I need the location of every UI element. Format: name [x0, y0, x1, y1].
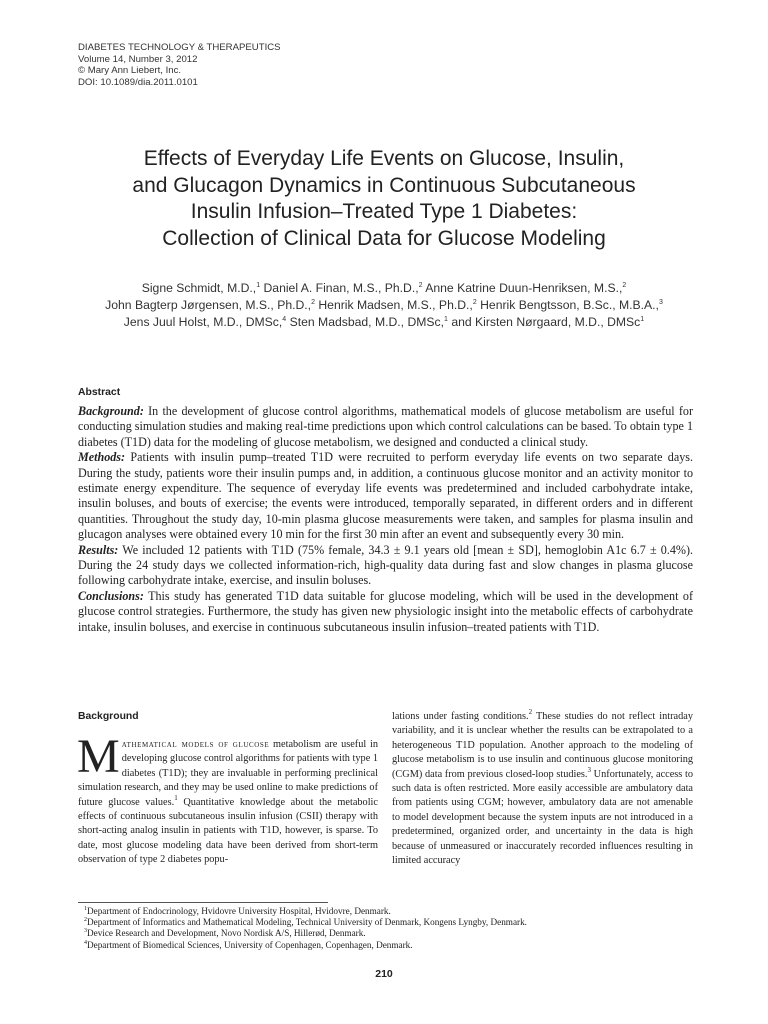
footnotes: [84, 906, 527, 951]
footnote-marker: 1: [84, 906, 87, 912]
author-line: [0, 297, 768, 314]
abstract-results-text: We included 12 patients with T1D (75% female, 34.3 ± 9.1 years old [mean ± SD], hemoglobin A1c 6.7 ± 0.4%). During the 24 study days we collected information-rich, high-quality data during fast and slow changes in plasma glucose following carbohydrate intake, exercise, and insulin boluses.: [78, 542, 693, 588]
author-name: Henrik Bengtsson, B.Sc., M.B.A.,: [480, 298, 659, 312]
abstract-results-label: Results:: [78, 542, 119, 557]
author-name: Jens Juul Holst, M.D., DMSc,: [123, 315, 283, 329]
author-line: [0, 314, 768, 331]
affiliation-marker: 1: [256, 282, 261, 289]
author-line: [0, 280, 768, 297]
affiliation-marker: 1: [640, 316, 645, 323]
reference-marker[interactable]: 3: [587, 765, 592, 774]
journal-header: [78, 42, 281, 88]
abstract-body: [78, 404, 693, 635]
journal-name: DIABETES TECHNOLOGY & THERAPEUTICS: [78, 42, 281, 53]
affiliation-marker: 2: [311, 299, 315, 306]
author-name: Signe Schmidt, M.D.,: [141, 281, 257, 295]
body-text: Quantitative knowledge about the metabolic effects of continuous subcutaneous insulin infusion (CSII) therapy with short-acting analog insulin in patients with T1D, however, is sparse. To date, most glucose modeling data have been derived from short-term observation of type 2 diabetes popu-: [78, 796, 378, 866]
author-name: Daniel A. Finan, M.S., Ph.D.,: [263, 281, 419, 295]
abstract-conclusions: [78, 589, 693, 635]
abstract-background-text: In the development of glucose control algorithms, mathematical models of glucose metabolism are useful for conducting simulation studies and making real-time predictions upon which control calculations can be based. To obtain type 1 diabetes (T1D) data for the modeling of glucose metabolism, we designed and conducted a clinical study.: [78, 404, 693, 449]
footnote: [84, 928, 527, 939]
body-text: These studies do not reflect intraday variability, and it is unclear whether the results can be extrapolated to a heterogeneous T1D population. Another approach to the modeling of glucose metabolism is to use insulin and continuous glucose monitoring (CGM) data from previous closed-loop studies.: [392, 711, 693, 780]
body-column-right: [392, 710, 693, 868]
reference-marker[interactable]: 2: [528, 708, 533, 716]
affiliation-marker: 2: [418, 282, 423, 289]
footnote-marker: 2: [84, 917, 87, 924]
body-column-left: [77, 730, 378, 868]
affiliation-marker: 1: [444, 316, 448, 323]
article-title: [0, 146, 768, 252]
affiliation-marker: 4: [282, 316, 287, 323]
footnote-text: Department of Informatics and Mathematical Modeling, Technical University of Denmark, Kongens Lyngby, Denmark.: [87, 917, 527, 928]
abstract-methods: [78, 450, 693, 542]
footnote-text: Department of Endocrinology, Hvidovre University Hospital, Hvidovre, Denmark.: [87, 906, 391, 916]
abstract-results: [78, 543, 693, 589]
abstract-methods-text: Patients with insulin pump–treated T1D were recruited to perform everyday life events on two separate days. During the study, patients wore their insulin pumps and, in addition, a continuous glucose monitor and an activity monitor to estimate energy expenditure. The sequence of everyday life events was predetermined and included carbohydrate intake, insulin boluses, and bouts of exercise; the events were introduced, temporally separated, in different orders and in different quantities. Throughout the study day, 10-min plasma glucose measurements were taken, and samples for plasma insulin and glucagon analyses were obtained every 10 min for the first 30 min after an event and subsequently every 30 min.: [78, 450, 693, 542]
author-name: Anne Katrine Duun-Henriksen, M.S.,: [425, 281, 623, 295]
abstract-conclusions-text: This study has generated T1D data suitable for glucose modeling, which will be used in the development of glucose control strategies. Furthermore, the study has given new physiologic insight into the metabolic effects of carbohydrate intake, insulin boluses, and exercise in continuous subcutaneous insulin infusion–treated patients with T1D.: [78, 588, 693, 634]
footnote: [84, 906, 527, 917]
abstract-background-label: Background:: [78, 404, 144, 418]
body-paragraph: [77, 730, 378, 868]
title-line: and Glucagon Dynamics in Continuous Subcutaneous: [132, 173, 636, 197]
body-text: lations under fasting conditions.: [392, 711, 529, 722]
reference-marker[interactable]: 1: [174, 793, 178, 802]
footnote-text: Department of Biomedical Sciences, University of Copenhagen, Copenhagen, Denmark.: [87, 939, 413, 950]
author-name: Henrik Madsen, M.S., Ph.D.,: [318, 298, 473, 312]
affiliation-marker: 2: [622, 282, 627, 289]
abstract-methods-label: Methods:: [78, 450, 126, 465]
journal-copyright: © Mary Ann Liebert, Inc.: [78, 65, 182, 77]
smallcaps-lead: athematical models of glucose: [121, 739, 270, 750]
body-paragraph: [392, 710, 693, 868]
affiliation-marker: 2: [472, 299, 477, 306]
journal-doi[interactable]: DOI: 10.1089/dia.2011.0101: [78, 76, 198, 88]
footnote: [84, 940, 527, 951]
author-name: Sten Madsbad, M.D., DMSc,: [289, 315, 445, 329]
body-text: Unfortunately, access to such data is often restricted. More easily accessible are ambulatory data from patients using CGM; however, ambulatory data are not amenable to model development because the system inputs are not introduced in a predetermined, organized order, and uncertainty in the data is high because of unmeasured or inaccurately recorded influences resulting in limited accuracy: [392, 768, 693, 867]
author-name: John Bagterp Jørgensen, M.S., Ph.D.,: [105, 298, 312, 312]
background-heading: Background: [78, 711, 139, 722]
author-name: and Kirsten Nørgaard, M.D., DMSc: [451, 315, 641, 329]
abstract-background: [78, 404, 693, 450]
affiliation-marker: 3: [658, 299, 663, 306]
journal-volume: Volume 14, Number 3, 2012: [78, 53, 198, 65]
footnote: [84, 917, 527, 928]
author-list: [0, 280, 768, 331]
title-line: Effects of Everyday Life Events on Glucose, Insulin,: [143, 147, 625, 170]
footnote-marker: 4: [84, 939, 87, 946]
body-text: metabolism are useful in developing glucose control algorithms for patients with type 1 diabetes (T1D); they are invaluable in performing preclinical simulation research, and they may be used online to make predictions of future glucose values.: [78, 739, 378, 808]
abstract-conclusions-label: Conclusions:: [78, 588, 144, 603]
footnote-text: Device Research and Development, Novo Nordisk A/S, Hillerød, Denmark.: [87, 928, 366, 939]
title-line: Collection of Clinical Data for Glucose Modeling: [162, 226, 606, 250]
drop-cap: M: [77, 730, 120, 783]
footnote-divider: [78, 902, 328, 903]
title-line: Insulin Infusion–Treated Type 1 Diabetes:: [190, 200, 578, 223]
abstract-heading: Abstract: [78, 387, 121, 398]
footnote-marker: 3: [84, 928, 87, 935]
page-number: 210: [375, 968, 393, 980]
